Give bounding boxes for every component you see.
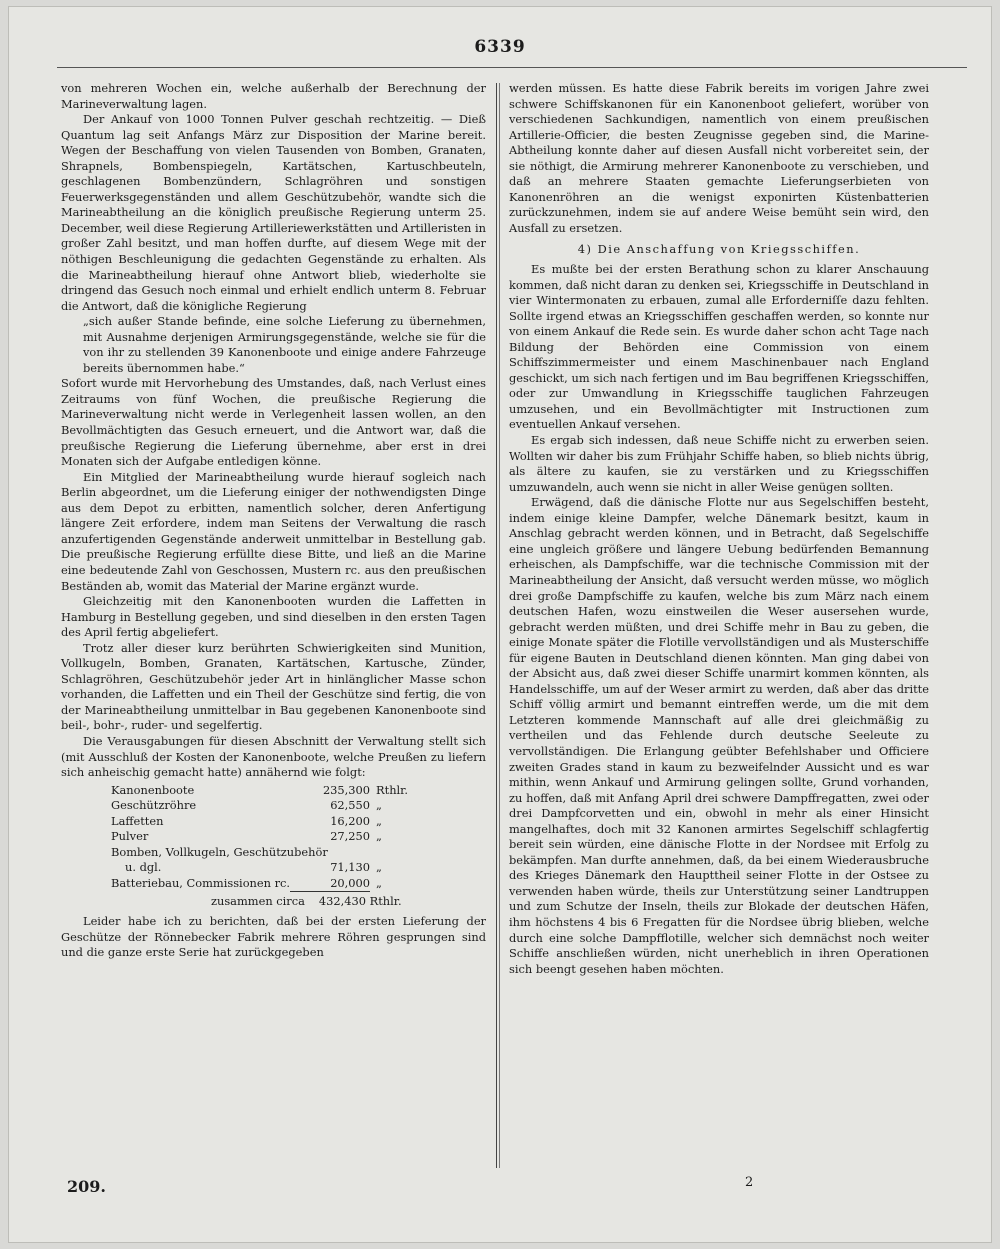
section-heading: 4) Die Anschaffung von Kriegsschiffen. <box>577 242 861 257</box>
total-value: 432,430 Rthlr. <box>318 894 402 909</box>
expense-unit: „ <box>376 813 382 828</box>
header-rule <box>57 67 967 68</box>
expense-label: Kanonenboote <box>111 782 195 797</box>
expense-label: Pulver <box>111 829 149 844</box>
expense-value: 27,250 <box>330 829 371 844</box>
expense-value: 235,300 <box>322 782 371 797</box>
paragraph: Leider habe ich zu berichten, daß bei der ersten Lieferung der Geschütze der Rönnebecker Fabrik mehrere Röhren gesprungen sind und die ganze erste Serie hat zurückgegeben <box>61 913 486 960</box>
expense-label: Geschützröhre <box>111 798 197 813</box>
total-label: zusammen circa <box>211 894 305 909</box>
paragraph: Sofort wurde mit Hervorhebung des Umstandes, daß, nach Verlust eines Zeitraums von fünf Wochen, die preußische Regierung die Marineverwaltung nicht werde in Verlegenheit lassen wollen, an den Bevollmächtigten das Gesuch erneuert, und die Antwort war, daß die preußische Regierung die Lieferung übernehme, aber erst in drei Monaten sich der Aufgabe entledigen könne. <box>61 376 486 469</box>
paragraph: Ein Mitglied der Marineabtheilung wurde hierauf sogleich nach Berlin abgeordnet, um die Lieferung einiger der nothwendigsten Dinge aus dem Depot zu erbitten, namentlich solcher, deren Anfertigung längere Zeit erfordere, indem man Seitens der Verwaltung die rasch anzufertigenden Gegenstände anderweit unmittelbar in Bestellung gab. Die preußische Regierung erfüllte diese Bitte, und ließ an die Marine eine bedeutende Zahl von Geschossen, Mustern rc. aus den preußischen Beständen ab, womit das Material der Marine ergänzt wurde. <box>61 469 486 593</box>
paragraph: Es mußte bei der ersten Berathung schon zu klarer Anschauung kommen, daß nicht daran zu denken sei, Kriegsschiffe in Deutschland in vier Wintermonaten zu erbauen, zumal alle Erforderniſſe dazu fehlten. Sollte irgend etwas an Kriegsschiffen geschaffen werden, so konnte nur von einem Ankauf die Rede sein. Es wurde daher schon acht Tage nach Bildung der Behörden eine Commission von einem Schiffszimmermeister und einem Maschinenbauer nach England geschickt, um sich nach fertigen und im Bau begriffenen Kriegsschiffen, oder zur Umwandlung in Kriegsschiffe tauglichen Fahrzeugen umzusehen, und ein Bevollmächtigter mit Instructionen zum eventuellen Ankauf versehen. <box>509 262 929 432</box>
paragraph: Die Verausgabungen für diesen Abschnitt der Verwaltung stellt sich (mit Ausschluß der Kosten der Kanonenboote, welche Preußen zu liefern sich anheischig gemacht hatte) annähernd wie folgt: <box>61 733 486 780</box>
paragraph: Gleichzeitig mit den Kanonenbooten wurden die Laffetten in Hamburg in Bestellung gegeben, und sind dieselben in den ersten Tagen des April fertig abgeliefert. <box>61 594 486 640</box>
right-column <box>509 81 929 977</box>
sheet-number: 2 <box>745 1175 754 1190</box>
expense-value: 16,200 <box>330 813 371 828</box>
expense-value: 20,000 <box>290 876 370 892</box>
document-page <box>8 6 992 1243</box>
expense-unit: Rthlr. <box>376 782 408 797</box>
paragraph: Es ergab sich indessen, daß neue Schiffe nicht zu erwerben seien. Wollten wir daher bis zum Frühjahr Schiffe haben, so blieb nichts übrig, als ältere zu kaufen, sie zu verstärken und zu Kriegsschiffen umzuwandeln, auch wenn sie nicht in aller Weise genügen sollten. <box>509 433 929 494</box>
expense-table <box>111 783 426 893</box>
left-column <box>61 81 486 961</box>
quotation: „sich außer Stande befinde, eine solche Lieferung zu übernehmen, mit Ausnahme derjenigen Armirungsgegenstände, welche sie für die von ihr zu stellenden 39 Kanonenboote und einige andere Fahrzeuge bereits übernommen habe.“ <box>83 314 486 375</box>
expense-unit: „ <box>376 860 382 875</box>
paragraph: Der Ankauf von 1000 Tonnen Pulver geschah rechtzeitig. — Dieß Quantum lag seit Anfangs März zur Disposition der Marine bereit. Wegen der Beschaffung von vielen Tausenden von Bomben, Granaten, Shrapnels, Bombenspiegeln, Kartätschen, Kartuschbeuteln, geschlagenen Bombenzündern, Schlagröhren und sonstigen Feuerwerksgegenständen und allem Geschützubehör, wandte sich die Marineabtheilung an die königlich preußische Regierung unterm 25. December, weil diese Regierung Artilleriewerkstätten und Artilleristen in großer Zahl besitzt, und man hoffen durfte, auf diesem Wege mit der nöthigen Beschleunigung die gedachten Gegenstände zu erhalten. Als die Marineabtheilung hierauf ohne Antwort blieb, wiederholte sie dringend das Gesuch noch einmal und erhielt endlich unterm 8. Februar die Antwort, daß die königliche Regierung <box>61 112 486 313</box>
paragraph: Erwägend, daß die dänische Flotte nur aus Segelschiffen besteht, indem einige kleine Dampfer, welche Dänemark besitzt, kaum in Anschlag gebracht werden können, und in Betracht, daß Segelschiffe eine ungleich größere und längere Uebung bedürfenden Bemannung erheischen, als Dampfschiffe, war die technische Commission mit der Marineabtheilung der Ansicht, daß versucht werden müsse, wo möglich drei große Dampfschiffe zu kaufen, welche bis zum März nach einem deutschen Hafen, wozu einstweilen die Weser ausersehen wurde, gebracht werden müßten, und drei Schiffe mehr in Bau zu geben, die einige Monate später die Flotille vervollständigen und als Musterschiffe für eigene Bauten in Deutschland dienen könnten. Man ging dabei von der Absicht aus, daß zwei dieser Schiffe unarmirt kommen könnten, als Handelsschiffe, um auf der Weser armirt zu werden, daß aber das dritte Schiff völlig armirt und bemannt eintreffen werde, um die mit dem Letzteren kommende Mannschaft auf alle drei gleichmäßig zu vertheilen und das Fehlende durch deutsche Seeleute zu vervollständigen. Die Erlangung geübter Befehlshaber und Officiere zweiten Grades stand in kaum zu bezweifelnder Aussicht und es war mithin, wenn Ankauf und Armirung gelingen sollte, Grund vorhanden, zu hoffen, daß mit Anfang April drei schwere Dampffregatten, zwei oder drei Dampfcorvetten und ein, obwohl in mehr als einer Hinsicht mangelhaftes, doch mit 32 Kanonen armirtes Segelschiff schlagfertig bereit sein würden, eine dänische Flotte in der Nordsee mit Erfolg zu bekämpfen. Man durfte annehmen, daß, da bei einem Wiederausbruche des Krieges Dänemark den Haupttheil seiner Flotte in der Ostsee zu verwenden haben würde, theils zur Unterstützung seiner Landtruppen und zum Schutze der Inseln, theils zur Blokade der deutschen Häfen, ihm höchstens 4 bis 6 Fregatten für die Nordsee übrig blieben, welche durch eine solche Dampfflotille, welcher sich demnächst noch weiter Schiffe anschließen würden, nicht unerheblich in ihren Operationen sich beengt gesehen haben möchten. <box>509 495 929 976</box>
expense-row <box>111 829 426 845</box>
expense-row <box>111 845 426 861</box>
column-divider <box>496 83 497 1168</box>
expense-label: Laffetten <box>111 813 164 828</box>
paragraph: werden müssen. Es hatte diese Fabrik bereits im vorigen Jahre zwei schwere Schiffskanonen für ein Kanonenboot geliefert, worüber von verschiedenen Sachkundigen, namentlich von einem preußischen Artillerie-Officier, die besten Zeugnisse gegeben sind, die Marine-Abtheilung konnte daher auf diesen Ausfall nicht vorbereitet sein, der sie nöthigt, die Armirung mehrerer Kanonenboote zu verschieben, und daß an mehrere Staaten gemachte Lieferungserbieten von Kanonenröhren an die wenigst exponirten Küstenbatterien zurückzunehmen, indem sie auf andere Weise bemüht sein wird, den Ausfall zu ersetzen. <box>509 81 929 235</box>
paragraph: Trotz aller dieser kurz berührten Schwierigkeiten sind Munition, Vollkugeln, Bomben, Granaten, Kartätschen, Kartusche, Zünder, Schlagröhren, Geschützubehör jeder Art in hinlänglicher Masse schon vorhanden, die Laffetten und ein Theil der Geschütze sind fertig, die von der Marineabtheilung unmittelbar in Bau gegebenen Kanonenboote sind beil-, bohr-, ruder- und segelfertig. <box>61 640 486 733</box>
expense-total <box>61 894 486 910</box>
signature-number: 209. <box>67 1177 106 1196</box>
expense-unit: „ <box>376 798 382 813</box>
expense-row <box>111 814 426 830</box>
expense-unit: „ <box>376 876 382 891</box>
paragraph: von mehreren Wochen ein, welche außerhalb der Berechnung der Marineverwaltung lagen. <box>61 81 486 111</box>
expense-row <box>111 876 426 892</box>
expense-value: 62,550 <box>330 798 371 813</box>
expense-unit: „ <box>376 829 382 844</box>
expense-row <box>111 798 426 814</box>
page-number: 6339 <box>474 37 526 57</box>
expense-value: 71,130 <box>330 860 371 875</box>
expense-label: Batteriebau, Commissionen rc. <box>111 876 291 891</box>
expense-row <box>111 783 426 799</box>
column-divider <box>499 83 500 1168</box>
expense-label: u. dgl. <box>125 860 162 875</box>
expense-row <box>111 860 426 876</box>
expense-label: Bomben, Vollkugeln, Geschützubehör <box>111 844 328 859</box>
